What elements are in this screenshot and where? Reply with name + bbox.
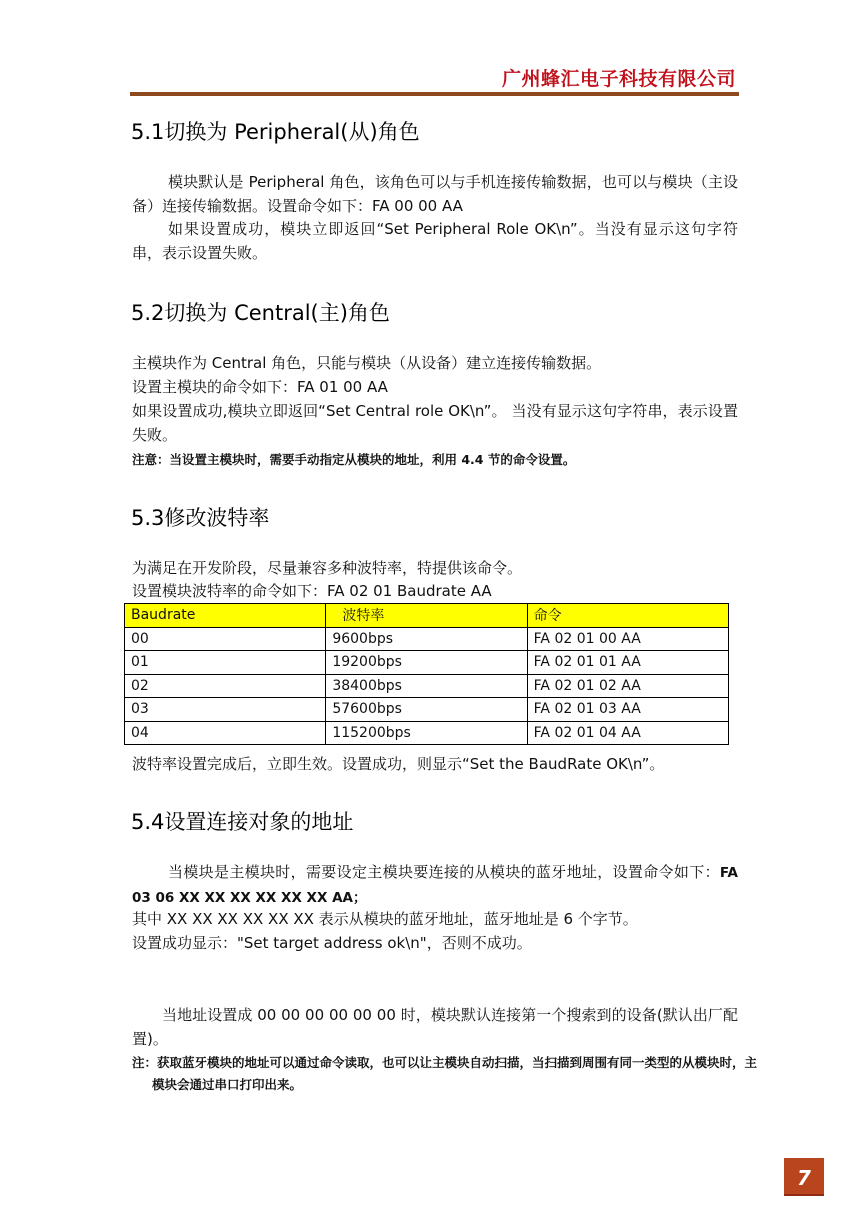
section-5-4-note [132, 1052, 758, 1096]
section-5-4-note-text: 注：获取蓝牙模块的地址可以通过命令读取，也可以让主模块自动扫描，当扫描到周围有同一类型的从模块时，主模块会通过串口打印出来。 [132, 1055, 758, 1092]
section-5-2-para-2: 设置主模块的命令如下：FA 01 00 AA [132, 378, 388, 396]
table-cell: FA 02 01 04 AA [527, 721, 728, 745]
section-5-1-para-1: 模块默认是 Peripheral 角色，该角色可以与手机连接传输数据，也可以与模块（主设备）连接传输数据。设置命令如下：FA 00 00 AA [132, 173, 738, 215]
table-row [125, 698, 729, 722]
section-5-4-para-2: 其中 XX XX XX XX XX XX 表示从模块的蓝牙地址，蓝牙地址是 6 个字节。 [132, 910, 638, 928]
section-5-3-title: 5.3修改波特率 [131, 506, 270, 530]
table-cell: 02 [125, 674, 326, 698]
table-cell: 19200bps [326, 651, 527, 675]
section-5-2-para-3: 如果设置成功,模块立即返回“Set Central role OK\n”。 当没有显示这句字符串，表示设置失败。 [132, 402, 738, 444]
header-rule [130, 92, 739, 96]
page-number-underline [784, 1194, 824, 1196]
section-5-1-title: 5.1切换为 Peripheral(从)角色 [131, 120, 420, 144]
table-row [125, 651, 729, 675]
page-number: 7 [784, 1158, 824, 1194]
table-cell: 00 [125, 627, 326, 651]
table-cell: FA 02 01 01 AA [527, 651, 728, 675]
section-5-1-para-2: 如果设置成功，模块立即返回“Set Peripheral Role OK\n”。当没有显示这句字符串，表示设置失败。 [132, 220, 738, 262]
section-5-2-note: 注意：当设置主模块时，需要手动指定从模块的地址，利用 4.4 节的命令设置。 [132, 452, 576, 467]
section-5-3-para-2: 设置模块波特率的命令如下：FA 02 01 Baudrate AA [132, 582, 492, 600]
table-cell: 01 [125, 651, 326, 675]
table-header-row [125, 604, 729, 628]
table-cell: 115200bps [326, 721, 527, 745]
section-5-4-para-1-text: 当模块是主模块时，需要设定主模块要连接的从模块的蓝牙地址，设置命令如下： [168, 863, 720, 881]
section-5-4-para-1 [132, 861, 738, 910]
baudrate-table [124, 603, 729, 745]
table-cell: 9600bps [326, 627, 527, 651]
table-row [125, 674, 729, 698]
table-header-cell: 命令 [527, 604, 728, 628]
table-cell: 38400bps [326, 674, 527, 698]
section-5-4-para-3: 设置成功显示："Set target address ok\n"，否则不成功。 [132, 934, 532, 952]
section-5-4-para-4: 当地址设置成 00 00 00 00 00 00 时，模块默认连接第一个搜索到的设备(默认出厂配置)。 [132, 1006, 738, 1048]
section-5-2-title: 5.2切换为 Central(主)角色 [131, 301, 390, 325]
table-cell: 04 [125, 721, 326, 745]
table-cell: FA 02 01 02 AA [527, 674, 728, 698]
address-command: FA 03 06 XX XX XX XX XX XX AA； [132, 865, 738, 906]
table-row [125, 627, 729, 651]
table-header-cell: Baudrate [125, 604, 326, 628]
section-5-3-para-3: 波特率设置完成后，立即生效。设置成功，则显示“Set the BaudRate OK\n”。 [132, 755, 665, 773]
section-5-4-title: 5.4设置连接对象的地址 [131, 810, 354, 834]
section-5-2-para-1: 主模块作为 Central 角色，只能与模块（从设备）建立连接传输数据。 [132, 354, 602, 372]
section-5-3-para-1: 为满足在开发阶段，尽量兼容多种波特率，特提供该命令。 [132, 559, 523, 577]
company-name: 广州蜂汇电子科技有限公司 [501, 68, 736, 90]
table-cell: FA 02 01 00 AA [527, 627, 728, 651]
table-row [125, 721, 729, 745]
table-cell: FA 02 01 03 AA [527, 698, 728, 722]
table-cell: 03 [125, 698, 326, 722]
table-header-cell: 波特率 [326, 604, 527, 628]
table-cell: 57600bps [326, 698, 527, 722]
